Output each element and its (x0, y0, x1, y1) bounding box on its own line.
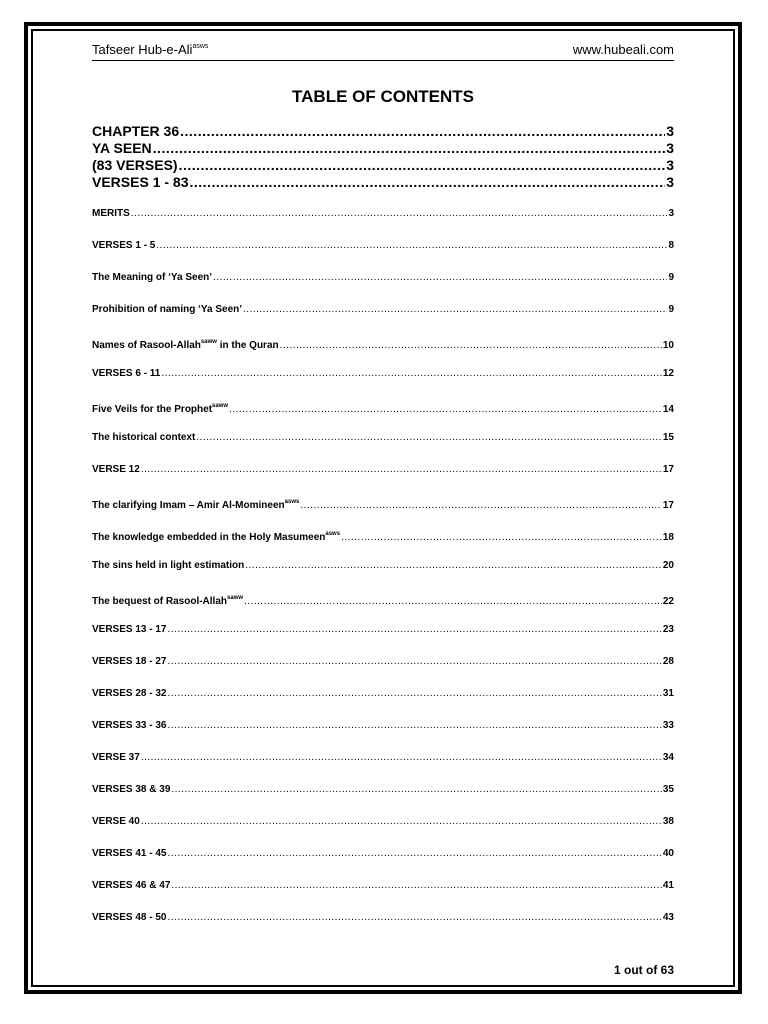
page-indicator: 1 out of 63 (613, 963, 674, 977)
toc-entry-label: VERSES 38 & 39 (92, 784, 171, 795)
toc-entry[interactable] (92, 550, 674, 582)
dot-leader (213, 262, 667, 294)
toc-entry-label: VERSES 28 - 32 (92, 688, 167, 699)
toc-entry-label: VERSES 1 - 5 (92, 240, 156, 251)
toc-entry-label: VERSE 12 (92, 464, 140, 475)
honorific-superscript: saww (200, 339, 217, 345)
toc-entry[interactable] (92, 454, 674, 486)
toc-entry[interactable] (92, 614, 674, 646)
toc-entry-label: VERSES 18 - 27 (92, 656, 167, 667)
toc-entry-label: The knowledge embedded in the Holy Masumeen$^{asws}$ (92, 531, 341, 543)
toc-entry-page-number: 22 (662, 596, 674, 607)
toc-entry[interactable] (92, 774, 674, 806)
dot-leader (171, 774, 662, 806)
dot-leader (141, 742, 662, 774)
toc-entry-page-number: 31 (662, 688, 674, 699)
toc-entry[interactable] (92, 262, 674, 294)
dot-leader (196, 422, 662, 454)
toc-entry-page-number: 3 (666, 157, 674, 173)
toc-title: TABLE OF CONTENTS (292, 87, 474, 106)
toc-entry[interactable] (92, 358, 674, 390)
header-title: Tafseer Hub-e-Ali$^{asws}$ (92, 42, 209, 57)
toc-entry-label: Five Veils for the Prophet$^{saww}$ (92, 403, 229, 415)
toc-entry-page-number: 43 (662, 912, 674, 923)
dot-leader (141, 806, 662, 838)
chapter-list (92, 123, 674, 191)
toc-entry[interactable] (92, 678, 674, 710)
dot-leader (167, 614, 661, 646)
toc-entry[interactable] (92, 422, 674, 454)
toc-entry-page-number: 9 (668, 304, 674, 315)
toc-entry[interactable] (92, 902, 674, 934)
honorific-superscript: asws (325, 531, 341, 537)
toc-entry[interactable] (92, 806, 674, 838)
toc-entry-page-number: 17 (662, 464, 674, 475)
toc-entry-label: The sins held in light estimation (92, 560, 245, 571)
toc-entry-page-number: 3 (666, 123, 674, 139)
toc-entry[interactable] (92, 742, 674, 774)
toc-entry-label: VERSES 48 - 50 (92, 912, 167, 923)
toc-entry[interactable] (92, 326, 674, 358)
toc-entry-page-number: 3 (668, 208, 674, 219)
toc-entry-label: The bequest of Rasool-Allah$^{saww}$ (92, 595, 244, 607)
dot-leader (131, 198, 668, 230)
chapter-heading-entry[interactable] (92, 157, 674, 174)
toc-entry-label: CHAPTER 36 (92, 123, 180, 139)
toc-entry-page-number: 3 (666, 174, 674, 190)
toc-entry-page-number: 40 (662, 848, 674, 859)
toc-entry[interactable] (92, 486, 674, 518)
toc-entry-page-number: 17 (662, 500, 674, 511)
header-divider (92, 60, 674, 61)
toc-entry-page-number: 38 (662, 816, 674, 827)
toc-entry-page-number: 14 (662, 404, 674, 415)
honorific-superscript: saww (227, 595, 244, 601)
toc-entry[interactable] (92, 582, 674, 614)
honorific-superscript: asws (284, 499, 300, 505)
toc-entry-label: VERSES 46 & 47 (92, 880, 171, 891)
toc-entry-label: VERSES 6 - 11 (92, 368, 161, 379)
toc-entry-label: Prohibition of naming ‘Ya Seen’ (92, 304, 243, 315)
dot-leader (180, 123, 665, 140)
toc-entry[interactable] (92, 230, 674, 262)
dot-leader (161, 358, 662, 390)
dot-leader (167, 678, 661, 710)
toc-entry[interactable] (92, 390, 674, 422)
toc-entry-page-number: 20 (662, 560, 674, 571)
toc-entry-list (92, 198, 674, 934)
dot-leader (156, 230, 667, 262)
toc-entry-label: MERITS (92, 208, 130, 219)
toc-entry-label: YA SEEN (92, 140, 152, 156)
toc-entry[interactable] (92, 518, 674, 550)
toc-entry-label: (83 VERSES) (92, 157, 178, 173)
chapter-heading-entry[interactable] (92, 123, 674, 140)
toc-entry[interactable] (92, 294, 674, 326)
dot-leader (171, 870, 662, 902)
toc-entry-page-number: 41 (662, 880, 674, 891)
dot-leader (167, 646, 661, 678)
toc-entry-label: VERSE 40 (92, 816, 140, 827)
dot-leader (190, 174, 666, 191)
toc-entry-label: VERSES 41 - 45 (92, 848, 167, 859)
toc-entry-page-number: 35 (662, 784, 674, 795)
dot-leader (141, 454, 662, 486)
toc-entry[interactable] (92, 838, 674, 870)
toc-entry-label: Names of Rasool-Allah$^{saww}$ in the Quran (92, 339, 279, 351)
dot-leader (153, 140, 666, 157)
toc-entry-page-number: 28 (662, 656, 674, 667)
toc-entry-page-number: 15 (662, 432, 674, 443)
toc-entry-page-number: 3 (666, 140, 674, 156)
toc-entry-page-number: 9 (668, 272, 674, 283)
honorific-superscript: saww (212, 403, 229, 409)
toc-entry[interactable] (92, 870, 674, 902)
header-url[interactable]: www.hubeali.com (572, 42, 674, 57)
chapter-heading-entry[interactable] (92, 174, 674, 191)
toc-entry[interactable] (92, 198, 674, 230)
toc-entry-label: The historical context (92, 432, 196, 443)
toc-entry-label: The clarifying Imam – Amir Al-Momineen$^{asws}$ (92, 499, 300, 511)
dot-leader (167, 838, 661, 870)
toc-entry-page-number: 34 (662, 752, 674, 763)
dot-leader (243, 294, 667, 326)
toc-entry-page-number: 12 (662, 368, 674, 379)
dot-leader (300, 490, 662, 522)
toc-entry-label: The Meaning of ‘Ya Seen’ (92, 272, 213, 283)
toc-entry-label: VERSES 13 - 17 (92, 624, 167, 635)
toc-entry-page-number: 33 (662, 720, 674, 731)
toc-entry-label: VERSES 33 - 36 (92, 720, 167, 731)
toc-entry[interactable] (92, 710, 674, 742)
dot-leader (167, 710, 661, 742)
dot-leader (179, 157, 666, 174)
toc-entry[interactable] (92, 646, 674, 678)
toc-entry-page-number: 10 (662, 340, 674, 351)
chapter-heading-entry[interactable] (92, 140, 674, 157)
dot-leader (245, 550, 662, 582)
toc-entry-label: VERSE 37 (92, 752, 140, 763)
toc-entry-label: VERSES 1 - 83 (92, 174, 189, 190)
toc-entry-page-number: 23 (662, 624, 674, 635)
toc-entry-page-number: 18 (662, 532, 674, 543)
toc-entry-page-number: 8 (668, 240, 674, 251)
dot-leader (167, 902, 661, 934)
page-header (92, 42, 674, 60)
